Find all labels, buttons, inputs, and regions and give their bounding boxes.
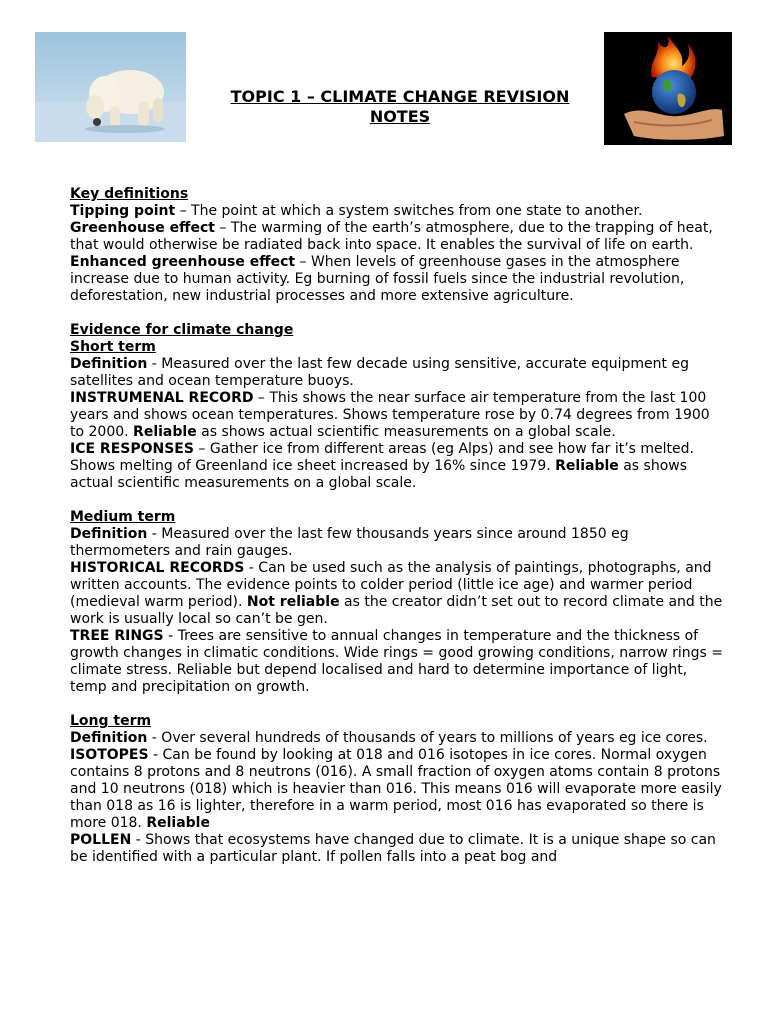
definition-text: – When levels of greenhouse gases in the atmosphere increase due to human activity. Eg burning of fossil fuels since the industrial revolution, deforestation, new industrial processes and more extensive agriculture. bbox=[70, 254, 685, 304]
instrumental-record bbox=[70, 390, 728, 441]
burning-earth-image bbox=[604, 32, 732, 145]
definition-text: - Measured over the last few thousands years since around 1850 eg thermometers and rain gauges. bbox=[70, 526, 629, 559]
definition-text: - Over several hundreds of thousands of years to millions of years eg ice cores. bbox=[147, 730, 708, 746]
paragraph-text: as shows actual scientific measurements on a global scale. bbox=[70, 458, 688, 491]
isotopes bbox=[70, 747, 728, 832]
ice-responses bbox=[70, 441, 728, 492]
term: Definition bbox=[70, 356, 148, 372]
page-title-line2: NOTES bbox=[369, 107, 431, 126]
term: Enhanced greenhouse effect bbox=[70, 254, 296, 270]
term: Definition bbox=[70, 730, 148, 746]
term: ICE RESPONSES bbox=[70, 441, 194, 457]
definition-text: – The point at which a system switches from one state to another. bbox=[175, 203, 643, 219]
term: TREE RINGS bbox=[70, 628, 164, 644]
reliability-label: Reliable bbox=[133, 424, 197, 440]
medium-term-definition bbox=[70, 526, 728, 560]
paragraph-text: – Gather ice from different areas (eg Alps) and see how far it’s melted. Shows melting of Greenland ice sheet increased by 16% since 1979. bbox=[70, 441, 694, 474]
long-term-definition bbox=[70, 730, 728, 747]
long-term-heading: Long term bbox=[70, 713, 152, 729]
short-term-definition bbox=[70, 356, 728, 390]
term: ISOTOPES bbox=[70, 747, 149, 763]
definition-tipping-point bbox=[70, 203, 728, 220]
paragraph-text: as the creator didn’t set out to record climate and the work is usually local so can’t be gen. bbox=[70, 594, 723, 627]
term: INSTRUMENAL RECORD bbox=[70, 390, 254, 406]
short-term-heading: Short term bbox=[70, 339, 156, 355]
page-title-line1: TOPIC 1 – CLIMATE CHANGE REVISION bbox=[230, 87, 570, 106]
historical-records bbox=[70, 560, 728, 628]
term: Greenhouse effect bbox=[70, 220, 215, 236]
pollen bbox=[70, 832, 728, 866]
definition-text: - Measured over the last few decade using sensitive, accurate equipment eg satellites and ocean temperature buoys. bbox=[70, 356, 689, 389]
polar-bear-image bbox=[35, 32, 186, 142]
definition-greenhouse-effect bbox=[70, 220, 728, 254]
evidence-heading: Evidence for climate change bbox=[70, 322, 294, 338]
reliability-label: Reliable bbox=[555, 458, 619, 474]
key-definitions-heading: Key definitions bbox=[70, 186, 189, 202]
tree-rings bbox=[70, 628, 728, 696]
paragraph-text: – This shows the near surface air temperature from the last 100 years and shows ocean temperatures. Shows temperature rose by 0.74 degrees from 1900 to 2000. bbox=[70, 390, 710, 440]
term: HISTORICAL RECORDS bbox=[70, 560, 245, 576]
paragraph-text: - Can be found by looking at 018 and 016 isotopes in ice cores. Normal oxygen contains 8 protons and 8 neutrons (016). A small fraction of oxygen atoms contain 8 protons and 10 neutrons (018) which is heavier than 016. This means 016 will evaporate more easily than 018 as 16 is lighter, therefore in a warm period, most 016 has evaporated so there is more 018. bbox=[70, 747, 722, 831]
term: POLLEN bbox=[70, 832, 132, 848]
paragraph-text: as shows actual scientific measurements on a global scale. bbox=[196, 424, 616, 440]
definition-enhanced-greenhouse-effect bbox=[70, 254, 728, 305]
reliability-label: Reliable bbox=[146, 815, 210, 831]
medium-term-heading: Medium term bbox=[70, 509, 176, 525]
notes-body bbox=[70, 186, 728, 866]
term: Tipping point bbox=[70, 203, 176, 219]
page-title bbox=[195, 87, 605, 127]
paragraph-text: - Shows that ecosystems have changed due to climate. It is a unique shape so can be identified with a particular plant. If pollen falls into a peat bog and bbox=[70, 832, 716, 865]
reliability-label: Not reliable bbox=[246, 594, 340, 610]
definition-text: – The warming of the earth’s atmosphere, due to the trapping of heat, that would otherwise be radiated back into space. It enables the survival of life on earth. bbox=[70, 220, 713, 253]
paragraph-text: - Trees are sensitive to annual changes in temperature and the thickness of growth changes in climatic conditions. Wide rings = good growing conditions, narrow rings = climate stress. Reliable but depend localised and hard to determine importance of light, temp and precipitation on growth. bbox=[70, 628, 723, 695]
paragraph-text: - Can be used such as the analysis of paintings, photographs, and written accounts. The evidence points to colder period (little ice age) and warmer period (medieval warm period). bbox=[70, 560, 712, 610]
term: Definition bbox=[70, 526, 148, 542]
